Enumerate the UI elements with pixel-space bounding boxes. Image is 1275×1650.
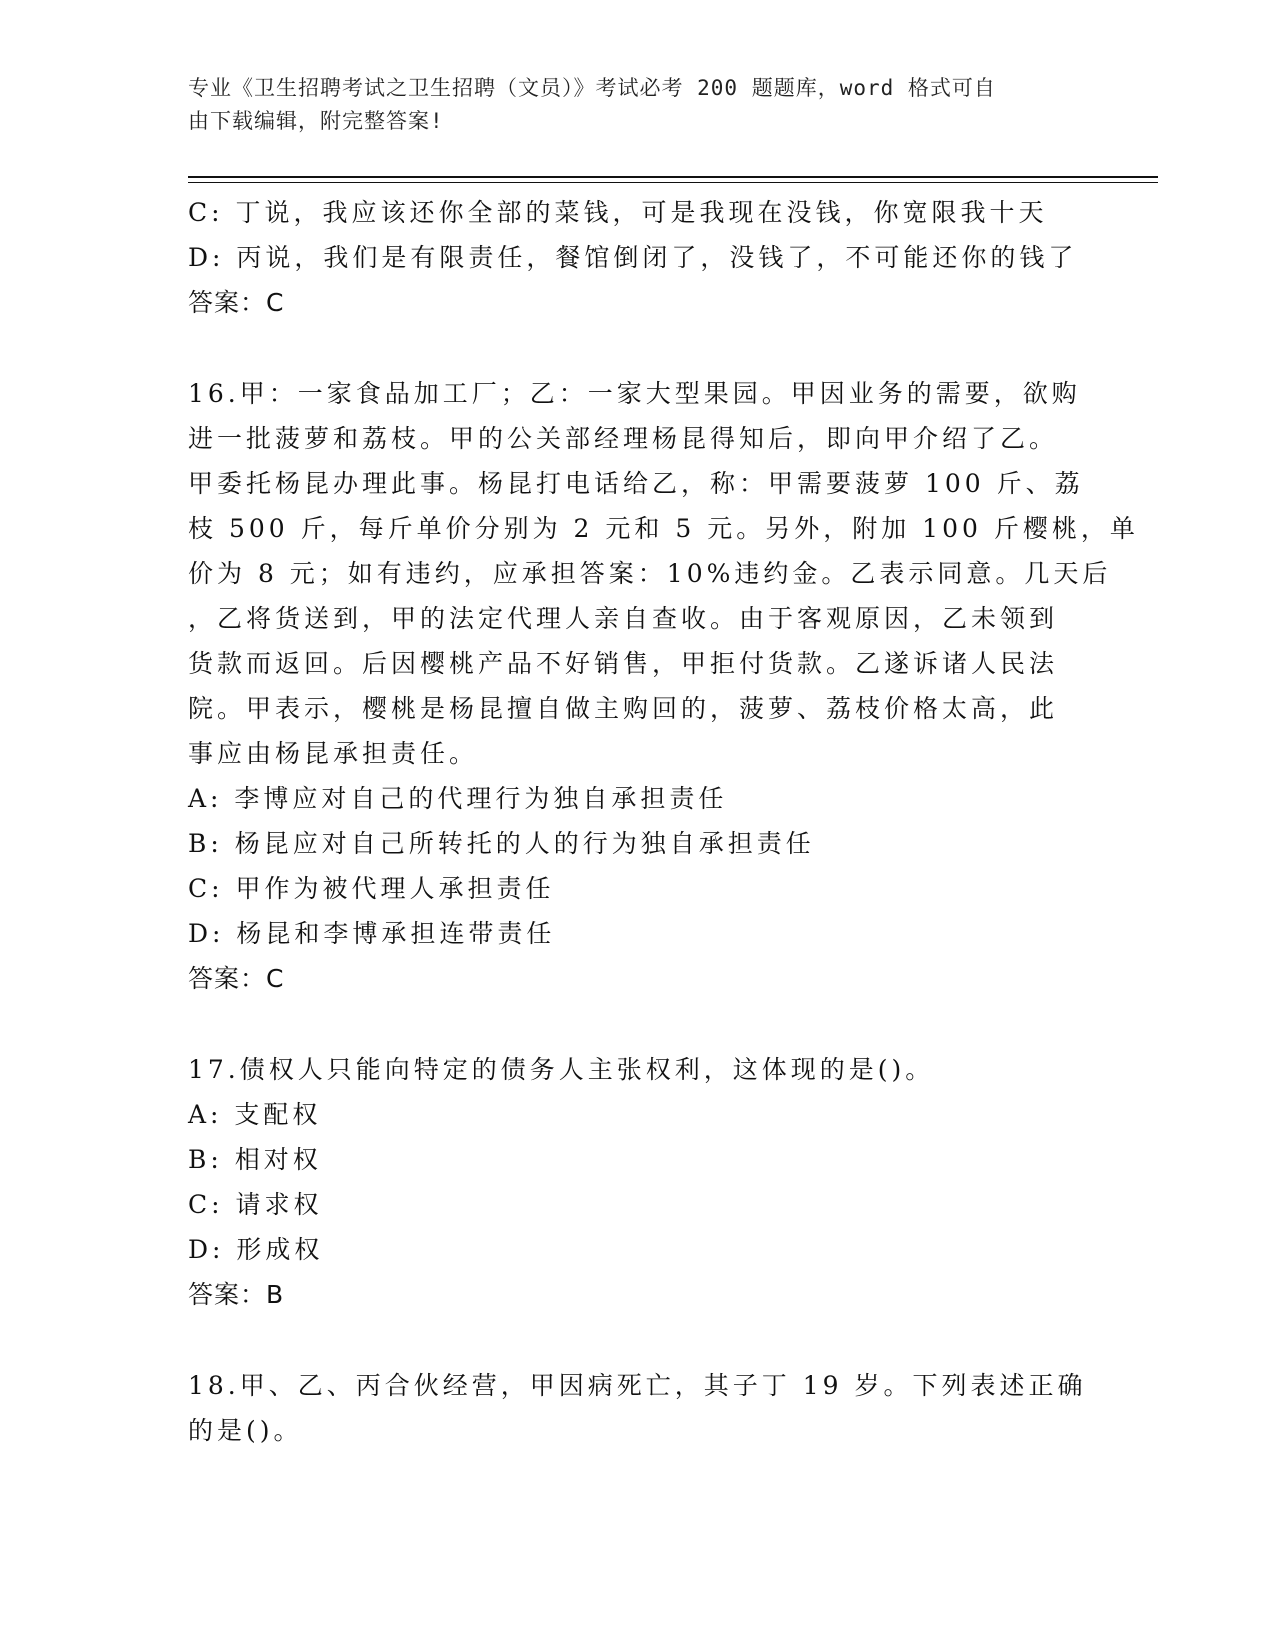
option-d: D: 杨昆和李博承担连带责任 bbox=[188, 919, 556, 948]
question-stem-line: 货款而返回。后因樱桃产品不好销售，甲拒付货款。乙遂诉诸人民法 bbox=[188, 649, 1059, 678]
header-rule-thick bbox=[188, 176, 1158, 178]
question-stem-line: 18.甲、乙、丙合伙经营，甲因病死亡，其子丁 19 岁。下列表述正确 bbox=[188, 1371, 1087, 1400]
option-d: D: 形成权 bbox=[188, 1235, 324, 1264]
option-b: B: 相对权 bbox=[188, 1145, 322, 1174]
option-c: C: 丁说，我应该还你全部的菜钱，可是我现在没钱，你宽限我十天 bbox=[188, 198, 1048, 227]
option-d: D: 丙说，我们是有限责任，餐馆倒闭了，没钱了，不可能还你的钱了 bbox=[188, 243, 1078, 272]
question-stem-line: 甲委托杨昆办理此事。杨昆打电话给乙，称：甲需要菠萝 100 斤、荔 bbox=[188, 469, 1084, 498]
option-a: A: 李博应对自己的代理行为独自承担责任 bbox=[188, 784, 728, 813]
question-16 bbox=[188, 371, 1139, 1001]
question-stem-line: 的是()。 bbox=[188, 1416, 303, 1445]
question-17 bbox=[188, 1047, 1088, 1317]
question-stem-line: 进一批菠萝和荔枝。甲的公关部经理杨昆得知后，即向甲介绍了乙。 bbox=[188, 424, 1059, 453]
option-c: C: 请求权 bbox=[188, 1190, 323, 1219]
document-body bbox=[188, 190, 1139, 1453]
header-rule-thin bbox=[188, 182, 1158, 183]
answer-label: 答案：B bbox=[188, 1280, 285, 1309]
question-stem-line: 16.甲：一家食品加工厂；乙：一家大型果园。甲因业务的需要，欲购 bbox=[188, 379, 1081, 408]
option-a: A: 支配权 bbox=[188, 1100, 322, 1129]
document-header bbox=[188, 72, 1068, 138]
header-line-2: 由下载编辑，附完整答案! bbox=[188, 109, 444, 133]
question-stem-line: ，乙将货送到，甲的法定代理人亲自查收。由于客观原因，乙未领到 bbox=[188, 604, 1059, 633]
question-stem-line: 院。甲表示，樱桃是杨昆擅自做主购回的，菠萝、荔枝价格太高，此 bbox=[188, 694, 1059, 723]
header-line-1: 专业《卫生招聘考试之卫生招聘（文员）》考试必考 200 题题库，word 格式可自 bbox=[188, 76, 996, 100]
question-stem-line: 价为 8 元；如有违约，应承担答案：10%违约金。乙表示同意。几天后 bbox=[188, 559, 1112, 588]
option-b: B: 杨昆应对自己所转托的人的行为独自承担责任 bbox=[188, 829, 815, 858]
question-stem-line: 枝 500 斤，每斤单价分别为 2 元和 5 元。另外，附加 100 斤樱桃，单 bbox=[188, 514, 1139, 543]
question-18 bbox=[188, 1363, 1088, 1453]
answer-label: 答案：C bbox=[188, 288, 285, 317]
question-stem-line: 事应由杨昆承担责任。 bbox=[188, 739, 479, 768]
answer-label: 答案：C bbox=[188, 964, 285, 993]
question-stem-line: 17.债权人只能向特定的债务人主张权利，这体现的是()。 bbox=[188, 1055, 935, 1084]
question-15 bbox=[188, 190, 1088, 325]
option-c: C: 甲作为被代理人承担责任 bbox=[188, 874, 555, 903]
